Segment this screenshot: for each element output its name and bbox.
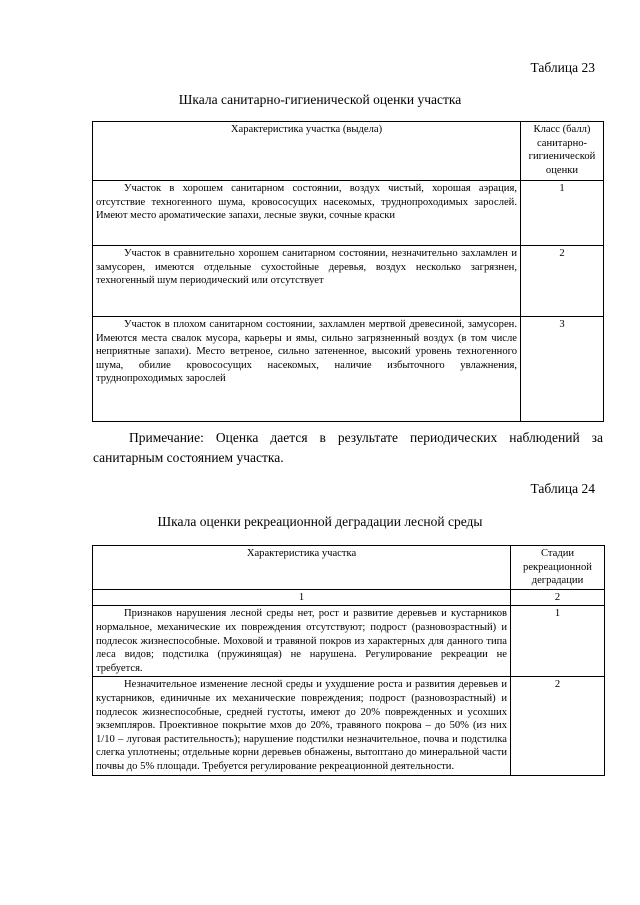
row-characteristic: Незначительное изменение лесной среды и ухудшение роста и развития деревьев и кустарников, единичные их механические повреждения; подрост (разновозрастный) и подлесок жизнеспособные, средней густоты, имеют до 20% поврежденных и усохших экземпляров. Проективное покрытие мхов до 20%, травяного покрова – до 50% (из них 1/10 – луговая растительность); нарушение подстилки незначительное, почва и подстилка слегка уплотнены; отдельные корни деревьев обнажены, вытоптано до минеральной части почвы до 5% площади. Требуется регулирование рекреационной деятельности. bbox=[93, 677, 511, 775]
column-header-stage: Стадии рекреационной деградации bbox=[511, 546, 605, 590]
row-characteristic: Признаков нарушения лесной среды нет, рост и развитие деревьев и кустарников нормальное, механические их повреждения отсутствуют; подрост (разновозрастный) и подлесок жизнеспособные. Моховой и травяной покров из характерных для данного типа леса видов; подстилка (пружинящая) не нарушена. Регулирование рекреации не требуется. bbox=[93, 606, 511, 677]
column-number: 2 bbox=[511, 589, 605, 606]
row-class: 1 bbox=[521, 181, 604, 246]
table-23 bbox=[92, 121, 604, 422]
table-row bbox=[93, 181, 604, 246]
column-header-class: Класс (балл) санитарно-гигиенической оценки bbox=[521, 122, 604, 181]
table-23-note: Примечание: Оценка дается в результате периодических наблюдений за санитарным состоянием участка. bbox=[93, 430, 603, 465]
row-stage: 1 bbox=[511, 606, 605, 677]
column-numbering-row bbox=[93, 589, 605, 606]
column-number: 1 bbox=[93, 589, 511, 606]
row-class: 2 bbox=[521, 246, 604, 317]
row-stage: 2 bbox=[511, 677, 605, 775]
table-23-label: Таблица 23 bbox=[530, 60, 595, 75]
table-24-label: Таблица 24 bbox=[530, 481, 595, 496]
table-24 bbox=[92, 545, 605, 776]
row-characteristic: Участок в сравнительно хорошем санитарном состоянии, незначительно захламлен и замусорен, имеются отдельные сухостойные деревья, воздух несколько загрязнен, техногенный шум периодический или отсутствует bbox=[93, 246, 521, 317]
table-23-title: Шкала санитарно-гигиенической оценки участка bbox=[178, 92, 462, 107]
row-characteristic: Участок в хорошем санитарном состоянии, воздух чистый, хорошая аэрация, отсутствие техногенного шума, кровососущих насекомых, труднопроходимых зарослей. Имеют место ароматические запахи, лесные звуки, сочные краски bbox=[93, 181, 521, 246]
table-header-row bbox=[93, 122, 604, 181]
column-header-characteristic: Характеристика участка (выдела) bbox=[93, 122, 521, 181]
table-24-title: Шкала оценки рекреационной деградации лесной среды bbox=[157, 514, 483, 529]
table-row bbox=[93, 606, 605, 677]
table-row bbox=[93, 246, 604, 317]
table-row bbox=[93, 317, 604, 422]
row-characteristic: Участок в плохом санитарном состоянии, захламлен мертвой древесиной, замусорен. Имеются места свалок мусора, карьеры и ямы, сильно загрязненный воздух (в том числе неприятные запахи). Место ветреное, сильно затененное, высокий уровень техногенного шума, обилие кровососущих насекомых, наличие избыточного увлажнения, труднопроходимых зарослей bbox=[93, 317, 521, 422]
table-header-row bbox=[93, 546, 605, 590]
table-row bbox=[93, 677, 605, 775]
column-header-characteristic: Характеристика участка bbox=[93, 546, 511, 590]
row-class: 3 bbox=[521, 317, 604, 422]
